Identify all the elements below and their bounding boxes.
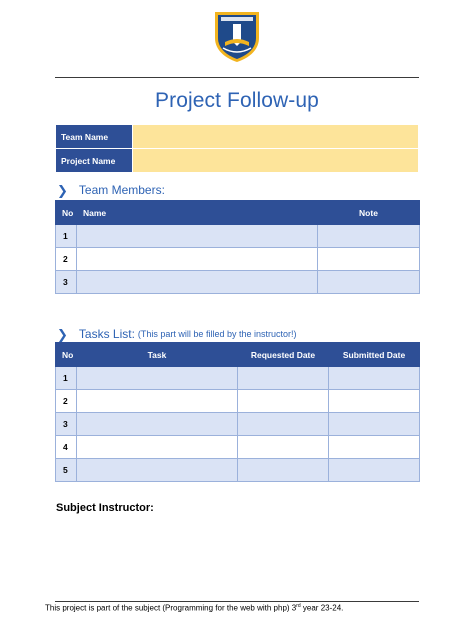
table-row	[56, 459, 420, 482]
tasks-table	[55, 342, 420, 482]
table-row	[56, 248, 420, 271]
footer-superscript: rd	[296, 603, 301, 609]
tasks-list-heading	[57, 327, 296, 341]
team-members-heading	[57, 183, 165, 197]
col-no: No	[56, 201, 77, 225]
task-cell[interactable]	[77, 413, 238, 436]
requested-date-cell[interactable]	[238, 367, 329, 390]
tasks-list-heading-text: Tasks List:	[78, 327, 135, 341]
subject-instructor-label: Subject Instructor:	[56, 502, 154, 514]
table-row	[56, 367, 420, 390]
footer-text-main: This project is part of the subject (Programming for the web with php) 3	[45, 603, 297, 613]
requested-date-cell[interactable]	[238, 413, 329, 436]
team-members-heading-text: Team Members:	[78, 183, 165, 197]
info-row-team-name	[56, 125, 419, 149]
requested-date-cell[interactable]	[238, 436, 329, 459]
team-members-table	[55, 200, 420, 294]
row-number: 3	[56, 271, 77, 294]
row-number: 1	[56, 367, 77, 390]
table-row	[56, 225, 420, 248]
university-logo	[209, 8, 265, 64]
name-cell[interactable]	[77, 248, 318, 271]
footer-text-end: year 23-24.	[300, 603, 344, 613]
project-name-label: Project Name	[56, 149, 133, 173]
col-note: Note	[318, 201, 420, 225]
submitted-date-cell[interactable]	[329, 367, 420, 390]
row-number: 4	[56, 436, 77, 459]
col-task: Task	[77, 343, 238, 367]
info-row-project-name	[56, 149, 419, 173]
project-name-field[interactable]	[133, 149, 419, 173]
task-cell[interactable]	[77, 390, 238, 413]
footer-text	[45, 603, 343, 613]
project-info-table	[55, 124, 419, 173]
note-cell[interactable]	[318, 271, 420, 294]
row-number: 2	[56, 390, 77, 413]
name-cell[interactable]	[77, 225, 318, 248]
table-row	[56, 413, 420, 436]
submitted-date-cell[interactable]	[329, 436, 420, 459]
page-title: Project Follow-up	[155, 89, 319, 112]
note-cell[interactable]	[318, 225, 420, 248]
note-cell[interactable]	[318, 248, 420, 271]
col-submitted-date: Submitted Date	[329, 343, 420, 367]
table-row	[56, 436, 420, 459]
col-requested-date: Requested Date	[238, 343, 329, 367]
submitted-date-cell[interactable]	[329, 459, 420, 482]
row-number: 5	[56, 459, 77, 482]
col-name: Name	[77, 201, 318, 225]
top-rule	[55, 77, 419, 78]
table-row	[56, 390, 420, 413]
name-cell[interactable]	[77, 271, 318, 294]
task-cell[interactable]	[77, 459, 238, 482]
chevron-right-icon: ❯	[57, 182, 68, 198]
submitted-date-cell[interactable]	[329, 413, 420, 436]
footer-rule	[55, 601, 419, 602]
row-number: 3	[56, 413, 77, 436]
row-number: 1	[56, 225, 77, 248]
table-row	[56, 271, 420, 294]
chevron-right-icon: ❯	[57, 326, 68, 342]
requested-date-cell[interactable]	[238, 390, 329, 413]
row-number: 2	[56, 248, 77, 271]
task-cell[interactable]	[77, 367, 238, 390]
team-name-label: Team Name	[56, 125, 133, 149]
team-name-field[interactable]	[133, 125, 419, 149]
task-cell[interactable]	[77, 436, 238, 459]
col-no: No	[56, 343, 77, 367]
tasks-list-note: (This part will be filled by the instructor!)	[137, 329, 297, 339]
requested-date-cell[interactable]	[238, 459, 329, 482]
submitted-date-cell[interactable]	[329, 390, 420, 413]
